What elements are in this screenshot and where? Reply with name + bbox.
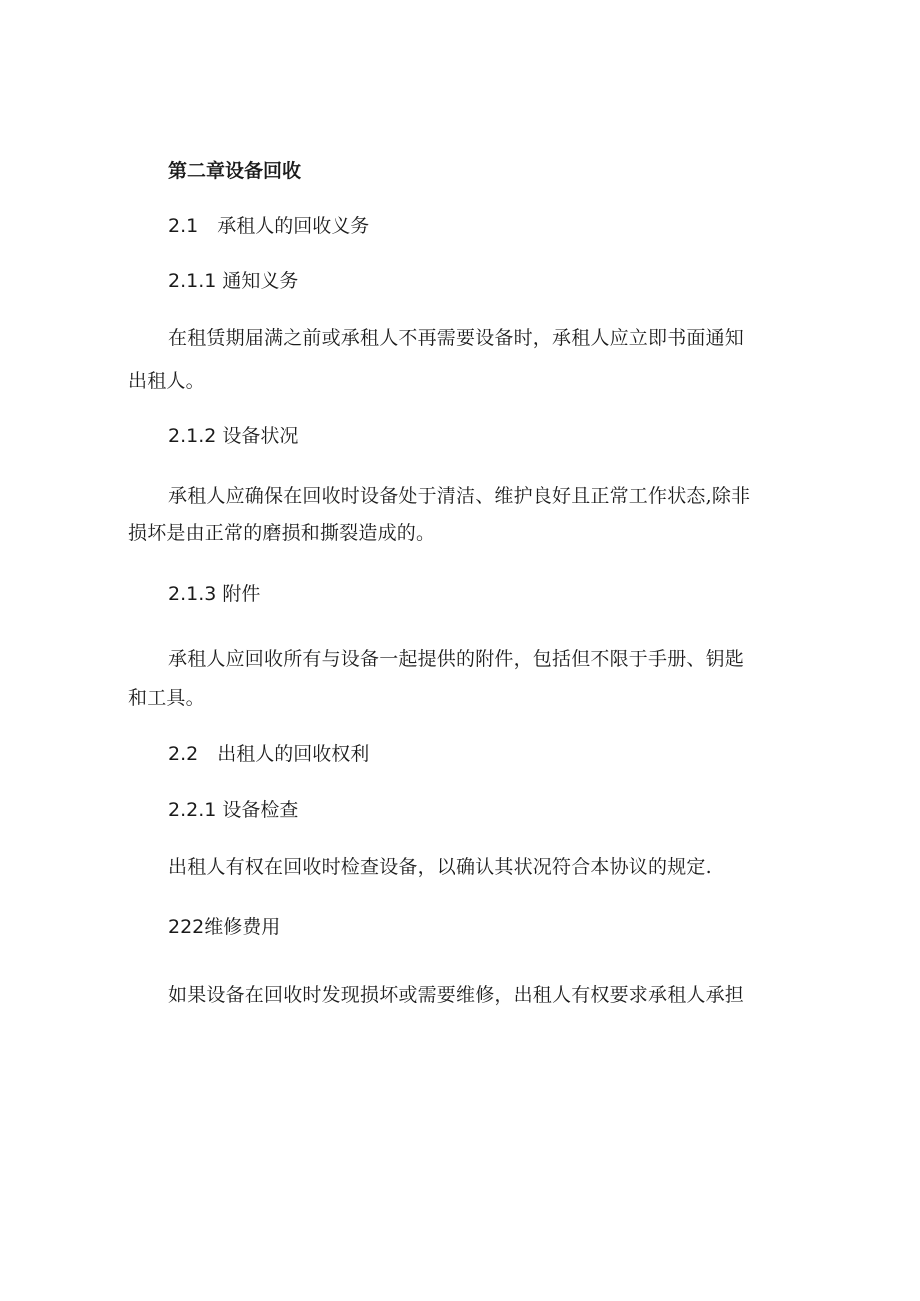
section-2-2-heading: 2.2 出租人的回收权利 bbox=[168, 743, 370, 765]
paragraph-notice-line-2: 出租人。 bbox=[128, 370, 205, 392]
section-2-2-1-heading: 2.2.1 设备检查 bbox=[168, 799, 299, 821]
paragraph-condition-line-1: 承租人应确保在回收时设备处于清洁、维护良好且正常工作状态,除非 bbox=[168, 485, 751, 507]
paragraph-repair-line-1: 如果设备在回收时发现损坏或需要维修，出租人有权要求承租人承担 bbox=[168, 984, 745, 1006]
section-2-1-3-heading: 2.1.3 附件 bbox=[168, 583, 261, 605]
paragraph-notice-line-1: 在租赁期届满之前或承租人不再需要设备时，承租人应立即书面通知 bbox=[168, 327, 745, 349]
paragraph-accessory-line-1: 承租人应回收所有与设备一起提供的附件，包括但不限于手册、钥匙 bbox=[168, 648, 745, 670]
section-2-1-heading: 2.1 承租人的回收义务 bbox=[168, 215, 370, 237]
paragraph-inspect-line-1: 出租人有权在回收时检查设备，以确认其状况符合本协议的规定. bbox=[168, 856, 712, 878]
paragraph-accessory-line-2: 和工具。 bbox=[128, 687, 205, 709]
section-2-1-2-heading: 2.1.2 设备状况 bbox=[168, 425, 299, 447]
paragraph-condition-line-2: 损坏是由正常的磨损和撕裂造成的。 bbox=[128, 522, 436, 544]
chapter-title: 第二章设备回收 bbox=[168, 160, 302, 182]
section-2-1-1-heading: 2.1.1 通知义务 bbox=[168, 270, 299, 292]
section-2-2-2-heading: 222维修费用 bbox=[168, 916, 281, 938]
